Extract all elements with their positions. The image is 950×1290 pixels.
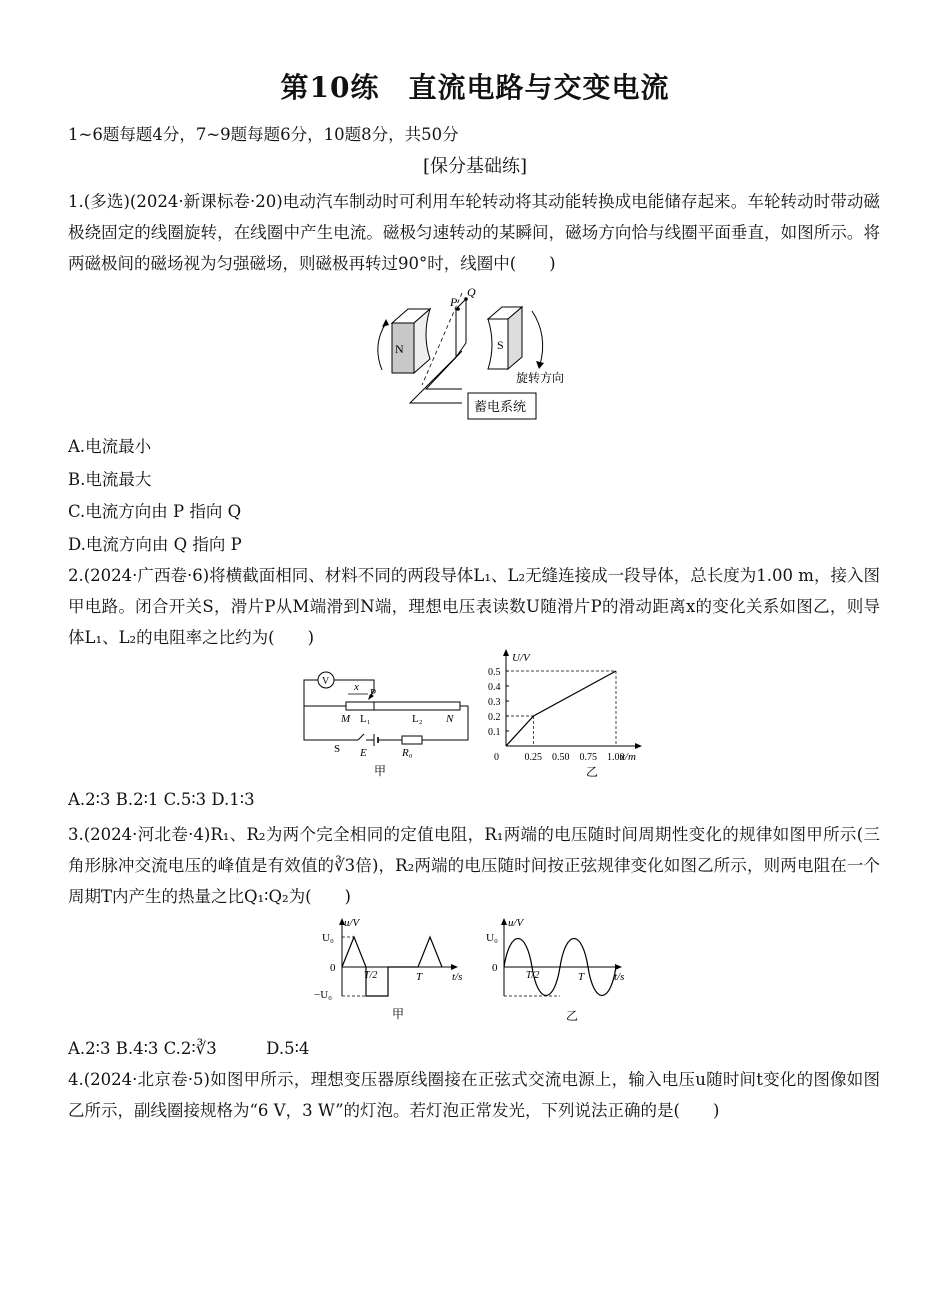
y-axis-label: U/V [512, 652, 530, 664]
rotate-arrow-right [532, 311, 543, 365]
q3-stem: 3.(2024·河北卷·4)R₁、R₂为两个完全相同的定值电阻，R₁两端的电压随时间周期性变化的规律如图甲所示(三角形脉冲交流电压的峰值是有效值的∛3倍)，R₂两端的电压随时间按正弦规律变化如图乙所示，则两电阻在一个周期T内产生的热量之比Q₁∶Q₂为( ) [68, 825, 880, 906]
x-tick-label: 0.50 [552, 752, 570, 763]
neg-u0-label: −U₀ [314, 989, 332, 1001]
q1-option-c: C.电流方向由 P 指向 Q [68, 502, 242, 521]
series-line [506, 671, 616, 746]
t-axis-label-b: t/s [614, 971, 625, 983]
rotate-label: 旋转方向 [516, 371, 565, 385]
x-axis-arrow [635, 743, 642, 749]
scoring-note: 1~6题每题4分，7~9题每题6分，10题8分，共50分 [68, 125, 459, 144]
y-tick-label: 0.5 [488, 667, 501, 678]
q2-chart [480, 648, 660, 780]
label-x: x [354, 681, 359, 693]
q2-stem: 2.(2024·广西卷·6)将横截面相同、材料不同的两段导体L₁、L₂无缝连接成一段导体，总长度为1.00 m，接入图甲电路。闭合开关S，滑片P从M端滑到N端，理想电压表读数U随滑片P的滑动距离x的变化关系如图乙，则导体L₁、L₂的电阻率之比约为( ) [68, 566, 880, 647]
q2-options: A.2∶3 B.2∶1 C.5∶3 D.1∶3 [68, 790, 255, 809]
y-tick-label: 0.2 [488, 712, 501, 723]
caption-a: 甲 [374, 764, 387, 778]
x-tick-label: 1.00 [607, 752, 625, 763]
switch [358, 734, 364, 740]
y-axis-arrow [503, 649, 509, 656]
zero-label: 0 [330, 962, 336, 974]
y-tick-label: 0.4 [488, 682, 501, 693]
t-half-label-b: T/2 [526, 970, 540, 981]
page-title: 第10练 直流电路与交变电流 [280, 71, 670, 104]
t-label-b: T [578, 971, 585, 983]
chart-caption: 乙 [586, 765, 599, 779]
x-axis-label: x/m [620, 751, 636, 763]
label-n: N [446, 713, 454, 725]
zero-label-b: 0 [492, 962, 498, 974]
u-axis-label: u/V [344, 917, 360, 929]
y-tick-label: 0.1 [488, 727, 501, 738]
q1-stem: 1.(多选)(2024·新课标卷·20)电动汽车制动时可利用车轮转动将其动能转换成电能储存起来。车轮转动时带动磁极绕固定的线圈旋转，在线圈中产生电流。磁极匀速转动的某瞬间，磁场方向恰与线圈平面垂直，如图所示。将两磁极间的磁场视为匀强磁场，则磁极再转过90°时，线圈中( ) [68, 192, 880, 273]
rotate-arrowhead-left [382, 319, 389, 327]
x-tick-label: 0.75 [579, 752, 597, 763]
t-label: T [416, 971, 423, 983]
t-axis-label: t/s [452, 971, 463, 983]
x-tick-label: 0 [494, 752, 499, 763]
caption-b: 乙 [566, 1009, 579, 1023]
y-tick-label: 0.3 [488, 697, 501, 708]
magnet-s-label: S [497, 338, 504, 352]
t-half-label: T/2 [364, 970, 378, 981]
q3-figure-a [314, 916, 484, 1026]
u0-label: U₀ [322, 932, 334, 944]
label-r0: R₀ [402, 747, 413, 759]
q3-options: A.2∶3 B.4∶3 C.2∶∛3 D.5∶4 [68, 1039, 310, 1058]
label-p: P [370, 687, 377, 699]
conductor-l1 [346, 702, 374, 710]
q2-circuit-figure [298, 668, 473, 780]
label-e: E [360, 747, 367, 759]
label-l2: L₂ [412, 713, 423, 725]
storage-label: 蓄电系统 [474, 399, 527, 414]
label-p: P [450, 295, 458, 309]
conductor-l2 [374, 702, 460, 710]
q1-option-a: A.电流最小 [68, 437, 152, 456]
rotate-arrow-left [378, 323, 386, 370]
label-s: S [334, 743, 341, 755]
q1-figure [370, 285, 585, 425]
section-heading: [保分基础练] [422, 156, 528, 177]
resistor-r0 [402, 736, 422, 744]
q4-stem: 4.(2024·北京卷·5)如图甲所示，理想变压器原线圈接在正弦式交流电源上，输入电压u随时间t变化的图像如图乙所示，副线圈接规格为“6 V，3 W”的灯泡。若灯泡正常发光，下列说法正确的是( ) [68, 1070, 880, 1120]
rotate-arrowhead-right [536, 361, 544, 369]
x-tick-label: 0.25 [524, 752, 542, 763]
coil-lead-2 [426, 351, 462, 389]
caption-a: 甲 [392, 1007, 405, 1021]
q3-figure-b [486, 916, 646, 1026]
voltmeter-label: V [322, 676, 330, 687]
q1-option-d: D.电流方向由 Q 指向 P [68, 535, 242, 554]
u-axis-label-b: u/V [508, 917, 524, 929]
label-q: Q [467, 285, 476, 299]
magnet-n-label: N [395, 342, 404, 356]
label-m: M [341, 713, 351, 725]
q1-option-b: B.电流最大 [68, 470, 152, 489]
u0-label-b: U₀ [486, 932, 498, 944]
label-l1: L₁ [360, 713, 371, 725]
